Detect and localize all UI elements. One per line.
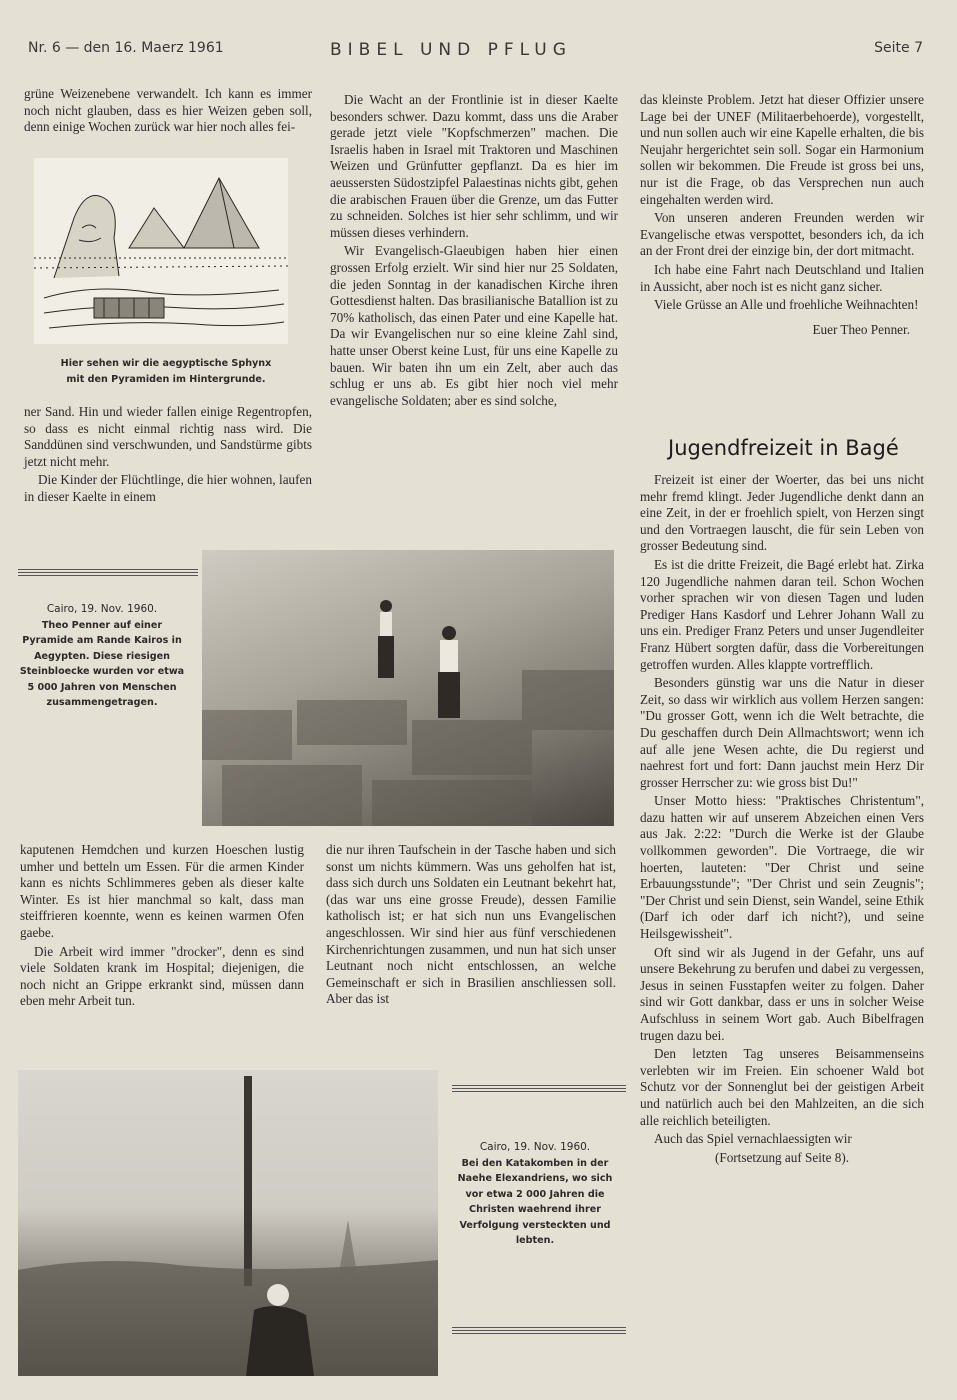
paragraph: Die Kinder der Flüchtlinge, die hier wohnen, laufen in dieser Kaelte in einem [24,472,312,504]
paragraph: Es ist die dritte Freizeit, die Bagé erlebt hat. Zirka 120 Jugendliche nahmen daran teil. Schon Wochen vorher sprachen wir von diesen Tagen und luden Prediger Hans Kasdorf und Lehrer Johann Wall zu uns ein. Prediger Franz Peters und unser Jugendleiter Franz Hübert sorgten dafür, dass die Vorbereitungen getroffen wurden. Alles klappte vortrefflich. [640,556,924,672]
caption-date: Cairo, 19. Nov. 1960. [479,1141,591,1153]
article-title: Jugendfreizeit in Bagé [668,436,899,460]
col3-top-text [640,92,924,340]
paragraph: Die Wacht an der Frontlinie ist in dieser Kaelte besonders schwer. Dazu kommt, dass uns die Araber gerade jetzt viele "Kopfschmerzen" machen. Die Israelis haben in Israel mit Traktoren und Maschinen Weizen und Grünfutter gepflanzt. Da es hier im aeussersten Südostzipfel Palaestinas nichts gibt, gehen die arabischen Frauen über die Grenze, um das Futter zu schneiden. Solches ist hier sehr schlimm, und wir müssen dieses verhindern. [330,92,618,240]
caption-rule [18,568,198,576]
pyramid-photo [202,550,614,826]
sphinx-illustration [34,158,288,344]
paragraph: Oft sind wir als Jugend in der Gefahr, uns auf unsere Bekehrung zu berufen und dabei zu vergessen, Jesus in seinen Fusstapfen weiter zu folgen. Daher sind wir Gott dankbar, dass er uns in solcher Weise Aufschluss in seinem Wort gab. Auch Bibelfragen trugen dazu bei. [640,944,924,1043]
col2-top-text [330,92,618,411]
col2-bottom-text [326,842,616,1010]
page-number: Seite 7 [874,40,923,56]
col1-top-text [24,86,312,138]
paragraph: Die Arbeit wird immer "drocker", denn es sind viele Soldaten krank im Hospital; diejenigen, die noch nicht an Grippe erkrankt sind, müssen dann eben mehr Arbeit tun. [20,943,304,1009]
caption-line: mit den Pyramiden im Hintergrunde. [66,373,266,385]
catacomb-photo [18,1070,438,1376]
paragraph: Von unseren anderen Freunden werden wir Evangelische etwas verspottet, besonders ich, da ich an der Front drei der einzige bin, der dort mitmacht. [640,210,924,259]
caption-line: Hier sehen wir die aegyptische Sphynx [60,358,272,369]
continuation-note: (Fortsetzung auf Seite 8). [714,1149,850,1165]
sphinx-caption [46,356,286,387]
caption-rule [452,1084,626,1092]
paragraph: Unser Motto hiess: "Praktisches Christentum", dazu hatten wir auf unserem Abzeichen einen Vers aus Jak. 2:22: "Durch die Werke ist der Glaube vollkommen geworden". Die Vortraege, die wir hoerten, lauteten: "Der Christ und seine Erbauungsstunde"; "Der Christ und sein Zeugnis"; "Der Christ und sein Dienst, sein Wandel, seine Ethik (Darf ich oder darf ich nicht?), und seine Heilsgewissheit". [640,793,924,942]
paragraph: Den letzten Tag unseres Beisammenseins verlebten wir im Freien. Ein schoener Wald bot Schutz vor der Sonnenglut bei der geistigen Arbeit und natürlich auch bei den Mahlzeiten, an die sich alle reichlich beteiligten. [640,1046,924,1128]
paragraph: ner Sand. Hin und wieder fallen einige Regentropfen, so dass es nicht einmal richtig nass wird. Die Sanddünen sind verschwunden, und Sandstürme gibts jetzt nicht mehr. [24,404,312,469]
caption-text: Bei den Katakomben in der Naehe Elexandriens, wo sich vor etwa 2 000 Jahren die Christen waehrend ihrer Verfolgung versteckten und lebten. [457,1157,613,1246]
paragraph: Besonders günstig war uns die Natur in dieser Zeit, so dass wir wirklich aus vollem Herzen sangen: "Du grosser Gott, wenn ich die Welt betrachte, die Du geschaffen durch Dein Allmachtswort; wenn ich auf alle jene Wesen achte, die Du regierst und naehrest fort und fort: Dann jauchst mein Herz Dir grosser Herrscher zu: wie gross bist Du!" [640,675,924,790]
paragraph: das kleinste Problem. Jetzt hat dieser Offizier unsere Lage bei der UNEF (Militaerbehoerde), vorgestellt, und nun sollen auch wir eine Kapelle erhalten, die bis Neujahr hergerichtet sein soll. Sogar ein Harmonium sollen wir bekommen. Die Freude ist gross bei uns, nur ist die Frage, ob das Versprechen nun auch eingehalten werden wird. [640,92,924,207]
paragraph: Freizeit ist einer der Woerter, das bei uns nicht mehr fremd klingt. Jeder Jugendliche denkt dann an eine Zeit, in der er froehlich spielt, von Herzen singt und den Vortraegen lauscht, die für sein Leben von grosser Bedeutung sind. [640,472,924,554]
pyramid-caption [18,602,186,711]
paragraph: Wir Evangelisch-Glaeubigen haben hier einen grossen Erfolg erzielt. Wir sind hier nur 25 Soldaten, die jeden Sonntag in der kanadischen Kirche ihren Gottesdienst halten. Das brasilianische Batallion ist zu 70% katholisch, das einen Pater und eine Kapelle hat. Da wir Evangelischen nur so eine kleine Zahl sind, hatte unser Oberst keine Lust, für uns eine Kapelle zu bauen. Wir baten ihn um ein Zelt, aber auch das schlug er uns ab. Es gibt hier noch viel mehr evangelische Soldaten; aber es sind solche, [330,243,618,408]
paragraph: grüne Weizenebene verwandelt. Ich kann es immer noch nicht glauben, dass es hier Weizen geben soll, denn einige Wochen zurück war hier noch alles fei- [24,86,312,135]
col3-article-text [640,472,924,1168]
caption-date: Cairo, 19. Nov. 1960. [46,603,158,615]
signature: Euer Theo Penner. [812,321,910,337]
paragraph: Viele Grüsse an Alle und froehliche Weihnachten! [654,297,919,313]
col1-bottom-text [20,842,304,1012]
caption-rule [452,1326,626,1334]
catacomb-caption [452,1140,618,1249]
paragraph: die nur ihren Taufschein in der Tasche haben und sich sonst um nichts kümmern. Was uns geholfen hat ist, dass sich durch uns Soldaten ein Leutnant bekehrt hat, (das war uns eine grosse Freude), dessen Familie katholisch ist; er hat sich nun uns Evangelischen angeschlossen. Wir sind hier aus fünf verschiedenen Kirchenrichtungen zusammen, und nun hat sich unser Leutnant noch nicht entschlossen, an welche Gemeinschaft er sich in Brasilien anschliessen soll. Aber das ist [326,842,616,1007]
paragraph: kaputenen Hemdchen und kurzen Hoeschen lustig umher und betteln um Essen. Für die armen Kinder kann es nichts Schlimmeres geben als dieser kalte Winter. Es ist hier manchmal so kalt, dass man steiffrieren koennte, wenn es keinen warmen Ofen gaebe. [20,842,304,940]
publication-title: BIBEL UND PFLUG [330,40,572,60]
paragraph: Auch das Spiel vernachlaessigten wir [654,1131,852,1147]
col1-mid-text [24,404,312,508]
caption-text: Theo Penner auf einer Pyramide am Rande Kairos in Aegypten. Diese riesigen Steinbloecke wurden vor etwa 5 000 Jahren von Menschen zusammengetragen. [19,619,185,708]
paragraph: Ich habe eine Fahrt nach Deutschland und Italien in Aussicht, aber noch ist es nicht ganz sicher. [640,261,924,294]
issue-date: Nr. 6 — den 16. Maerz 1961 [28,40,224,56]
